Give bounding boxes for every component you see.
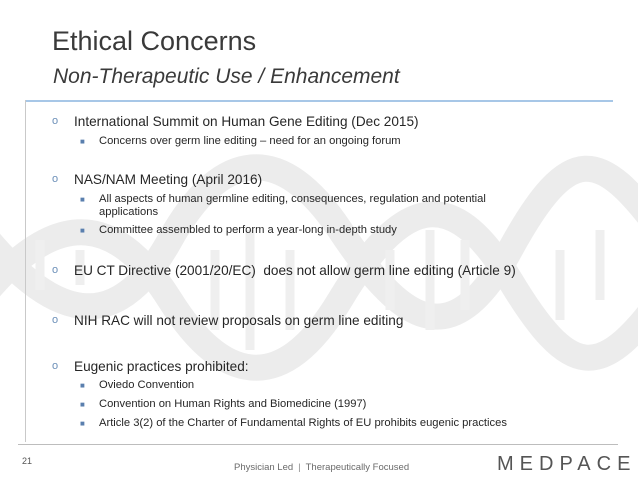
- circle-bullet-icon: o: [52, 264, 59, 276]
- sub-bullet-text: Committee assembled to perform a year-long in-depth study: [99, 224, 397, 236]
- bullet-text: Eugenic practices prohibited:: [74, 359, 249, 374]
- sub-bullet-text: Oviedo Convention: [99, 379, 195, 391]
- bullet-text: International Summit on Human Gene Editing (Dec 2015): [74, 114, 419, 129]
- sub-bullet-text: Concerns over germ line editing – need for an ongoing forum: [99, 135, 401, 147]
- page-number: 21: [22, 456, 33, 466]
- sub-bullet-text: Convention on Human Rights and Biomedicine (1997): [99, 398, 367, 410]
- slide-subtitle: Non-Therapeutic Use / Enhancement: [53, 65, 400, 88]
- slide-title: Ethical Concerns: [52, 26, 257, 56]
- circle-bullet-icon: o: [52, 115, 59, 127]
- sub-bullet-text: Article 3(2) of the Charter of Fundamental Rights of EU prohibits eugenic practices: [99, 417, 507, 429]
- square-bullet-icon: ■: [80, 226, 85, 235]
- circle-bullet-icon: o: [52, 314, 59, 326]
- tagline-left: Physician Led: [234, 462, 294, 473]
- bullet-text: EU CT Directive (2001/20/EC) does not allow germ line editing (Article 9): [74, 263, 516, 278]
- title-divider: [25, 100, 613, 102]
- bullet-text: NIH RAC will not review proposals on germ line editing: [74, 313, 404, 328]
- footer-divider: [18, 444, 618, 445]
- tagline-right: Therapeutically Focused: [305, 462, 410, 473]
- square-bullet-icon: ■: [80, 400, 85, 409]
- bullet-text: NAS/NAM Meeting (April 2016): [74, 172, 263, 187]
- square-bullet-icon: ■: [80, 195, 85, 204]
- square-bullet-icon: ■: [80, 419, 85, 428]
- footer-tagline: [234, 462, 409, 473]
- left-margin-line: [25, 100, 26, 442]
- square-bullet-icon: ■: [80, 137, 85, 146]
- tagline-separator: |: [298, 462, 301, 473]
- medpace-logo: MEDPACE: [497, 453, 637, 475]
- circle-bullet-icon: o: [52, 173, 59, 185]
- circle-bullet-icon: o: [52, 360, 59, 372]
- square-bullet-icon: ■: [80, 381, 85, 390]
- sub-bullet-text: All aspects of human germline editing, consequences, regulation and potential applications: [99, 193, 486, 218]
